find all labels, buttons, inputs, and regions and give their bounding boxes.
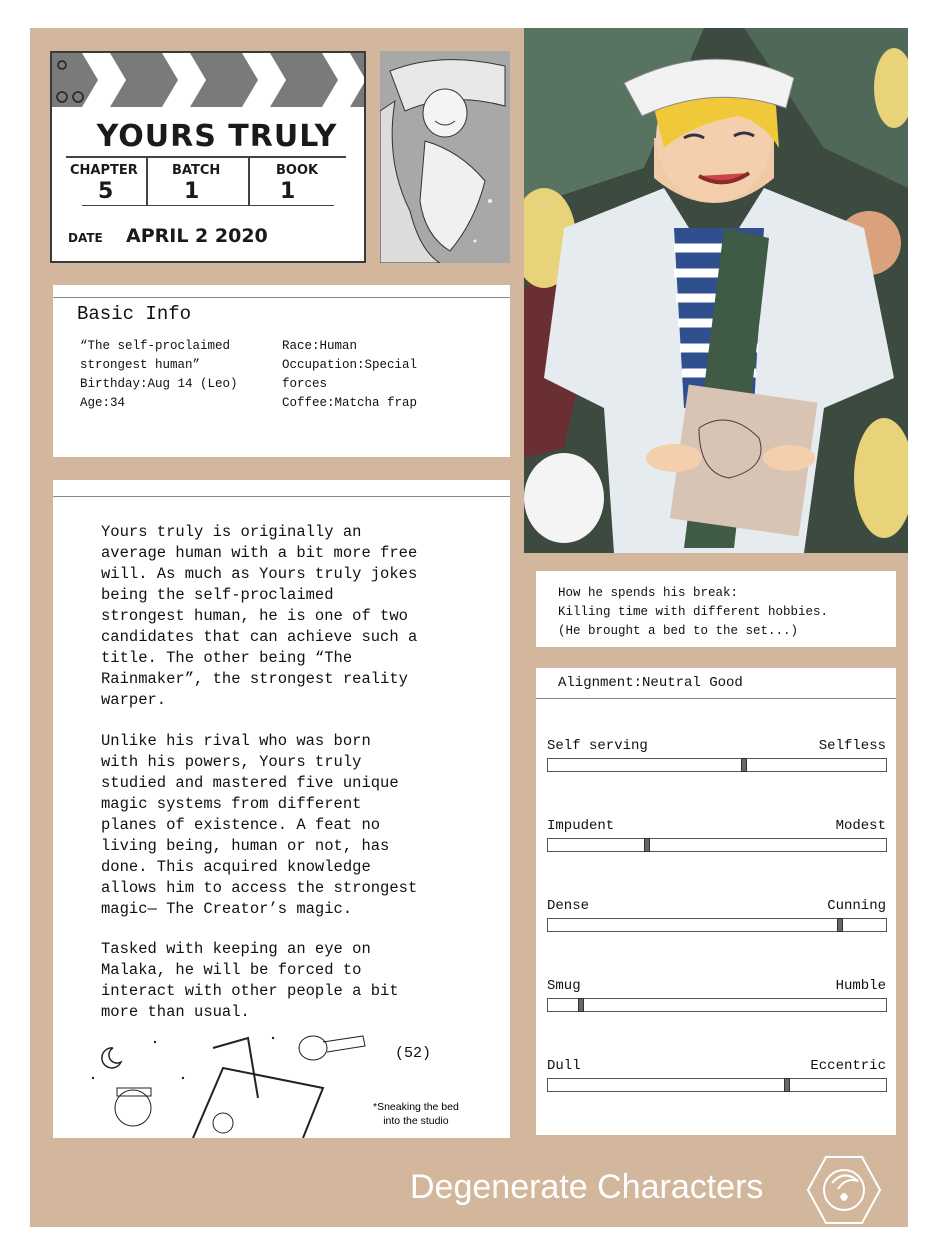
batch-value: 1: [184, 179, 200, 204]
trait-slider: [547, 758, 887, 772]
clapper-divider: [146, 158, 148, 206]
basic-info-right: Race:Human Occupation:Special forces Coffee:Matcha frap: [282, 339, 418, 410]
book-label: BOOK: [276, 163, 319, 178]
slider-knob: [784, 1078, 790, 1092]
story-paragraph: Tasked with keeping an eye on Malaka, he will be forced to interact with other people a bit more than usual.: [101, 940, 399, 1021]
clapper-divider: [248, 158, 250, 206]
character-portrait: [524, 28, 908, 553]
trait-right-label: Eccentric: [810, 1058, 886, 1074]
character-sheet: [30, 28, 908, 1227]
page-number: (52): [395, 1045, 432, 1062]
trait-slider: [547, 1078, 887, 1092]
trait-right-label: Modest: [835, 818, 886, 834]
batch-label: BATCH: [172, 163, 221, 178]
trait-slider: [547, 918, 887, 932]
trait-slider: [547, 838, 887, 852]
trait-left-label: Smug: [547, 978, 581, 994]
break-text: How he spends his break: Killing time with different hobbies. (He brought a bed to the set...): [558, 586, 829, 638]
doodle-caption: *Sneaking the bed into the studio: [373, 1101, 459, 1127]
clapper-divider: [66, 156, 346, 158]
clapper-stripes: [52, 53, 364, 107]
story-paragraph: Yours truly is originally an average human with a bit more free will. As much as Yours truly jokes being the self-proclaimed strongest human, he is one of two candidates that can achieve such a title. The other being “The Rainmaker”, the strongest reality warper.: [101, 523, 418, 709]
trait-left-label: Dull: [547, 1058, 581, 1074]
trait-right-label: Cunning: [827, 898, 886, 914]
trait-left-label: Self serving: [547, 738, 648, 754]
slider-knob: [837, 918, 843, 932]
footer-brand: Degenerate Characters: [410, 1168, 764, 1206]
panel-rule: [536, 698, 896, 699]
story-panel: [53, 480, 510, 1138]
slider-knob: [578, 998, 584, 1012]
date-value: APRIL 2 2020: [126, 225, 268, 247]
basic-info-title: Basic Info: [77, 303, 192, 325]
trait-slider: [547, 998, 887, 1012]
trait-left-label: Impudent: [547, 818, 615, 834]
panel-rule: [53, 297, 510, 298]
slider-knob: [741, 758, 747, 772]
story-paragraph: Unlike his rival who was born with his powers, Yours truly studied and mastered five unique magic systems from different planes of existence. A feat no living being, human or not, has done. This acquired knowledge allows him to access the strongest magic— The Creator’s magic.: [101, 732, 418, 918]
book-value: 1: [280, 179, 296, 204]
basic-info-left: “The self-proclaimed strongest human” Birthday:Aug 14 (Leo) Age:34: [80, 339, 238, 410]
chapter-label: CHAPTER: [70, 163, 138, 178]
slider-knob: [644, 838, 650, 852]
bed-doodle: [73, 1028, 373, 1138]
basic-info-panel: [53, 285, 510, 457]
trait-left-label: Dense: [547, 898, 590, 914]
brand-logo-icon: [806, 1155, 882, 1225]
clapperboard: [50, 51, 366, 263]
chapter-value: 5: [98, 179, 114, 204]
alignment-title: Alignment:Neutral Good: [558, 675, 743, 691]
panel-rule: [53, 496, 510, 497]
date-label: DATE: [68, 231, 103, 245]
alignment-panel: [536, 668, 896, 1135]
clapper-title: YOURS TRULY: [96, 119, 338, 154]
trait-right-label: Humble: [835, 978, 886, 994]
break-panel: [536, 571, 896, 647]
trait-right-label: Selfless: [818, 738, 886, 754]
sketch-thumbnail: [380, 51, 510, 263]
clapper-divider: [82, 205, 334, 206]
